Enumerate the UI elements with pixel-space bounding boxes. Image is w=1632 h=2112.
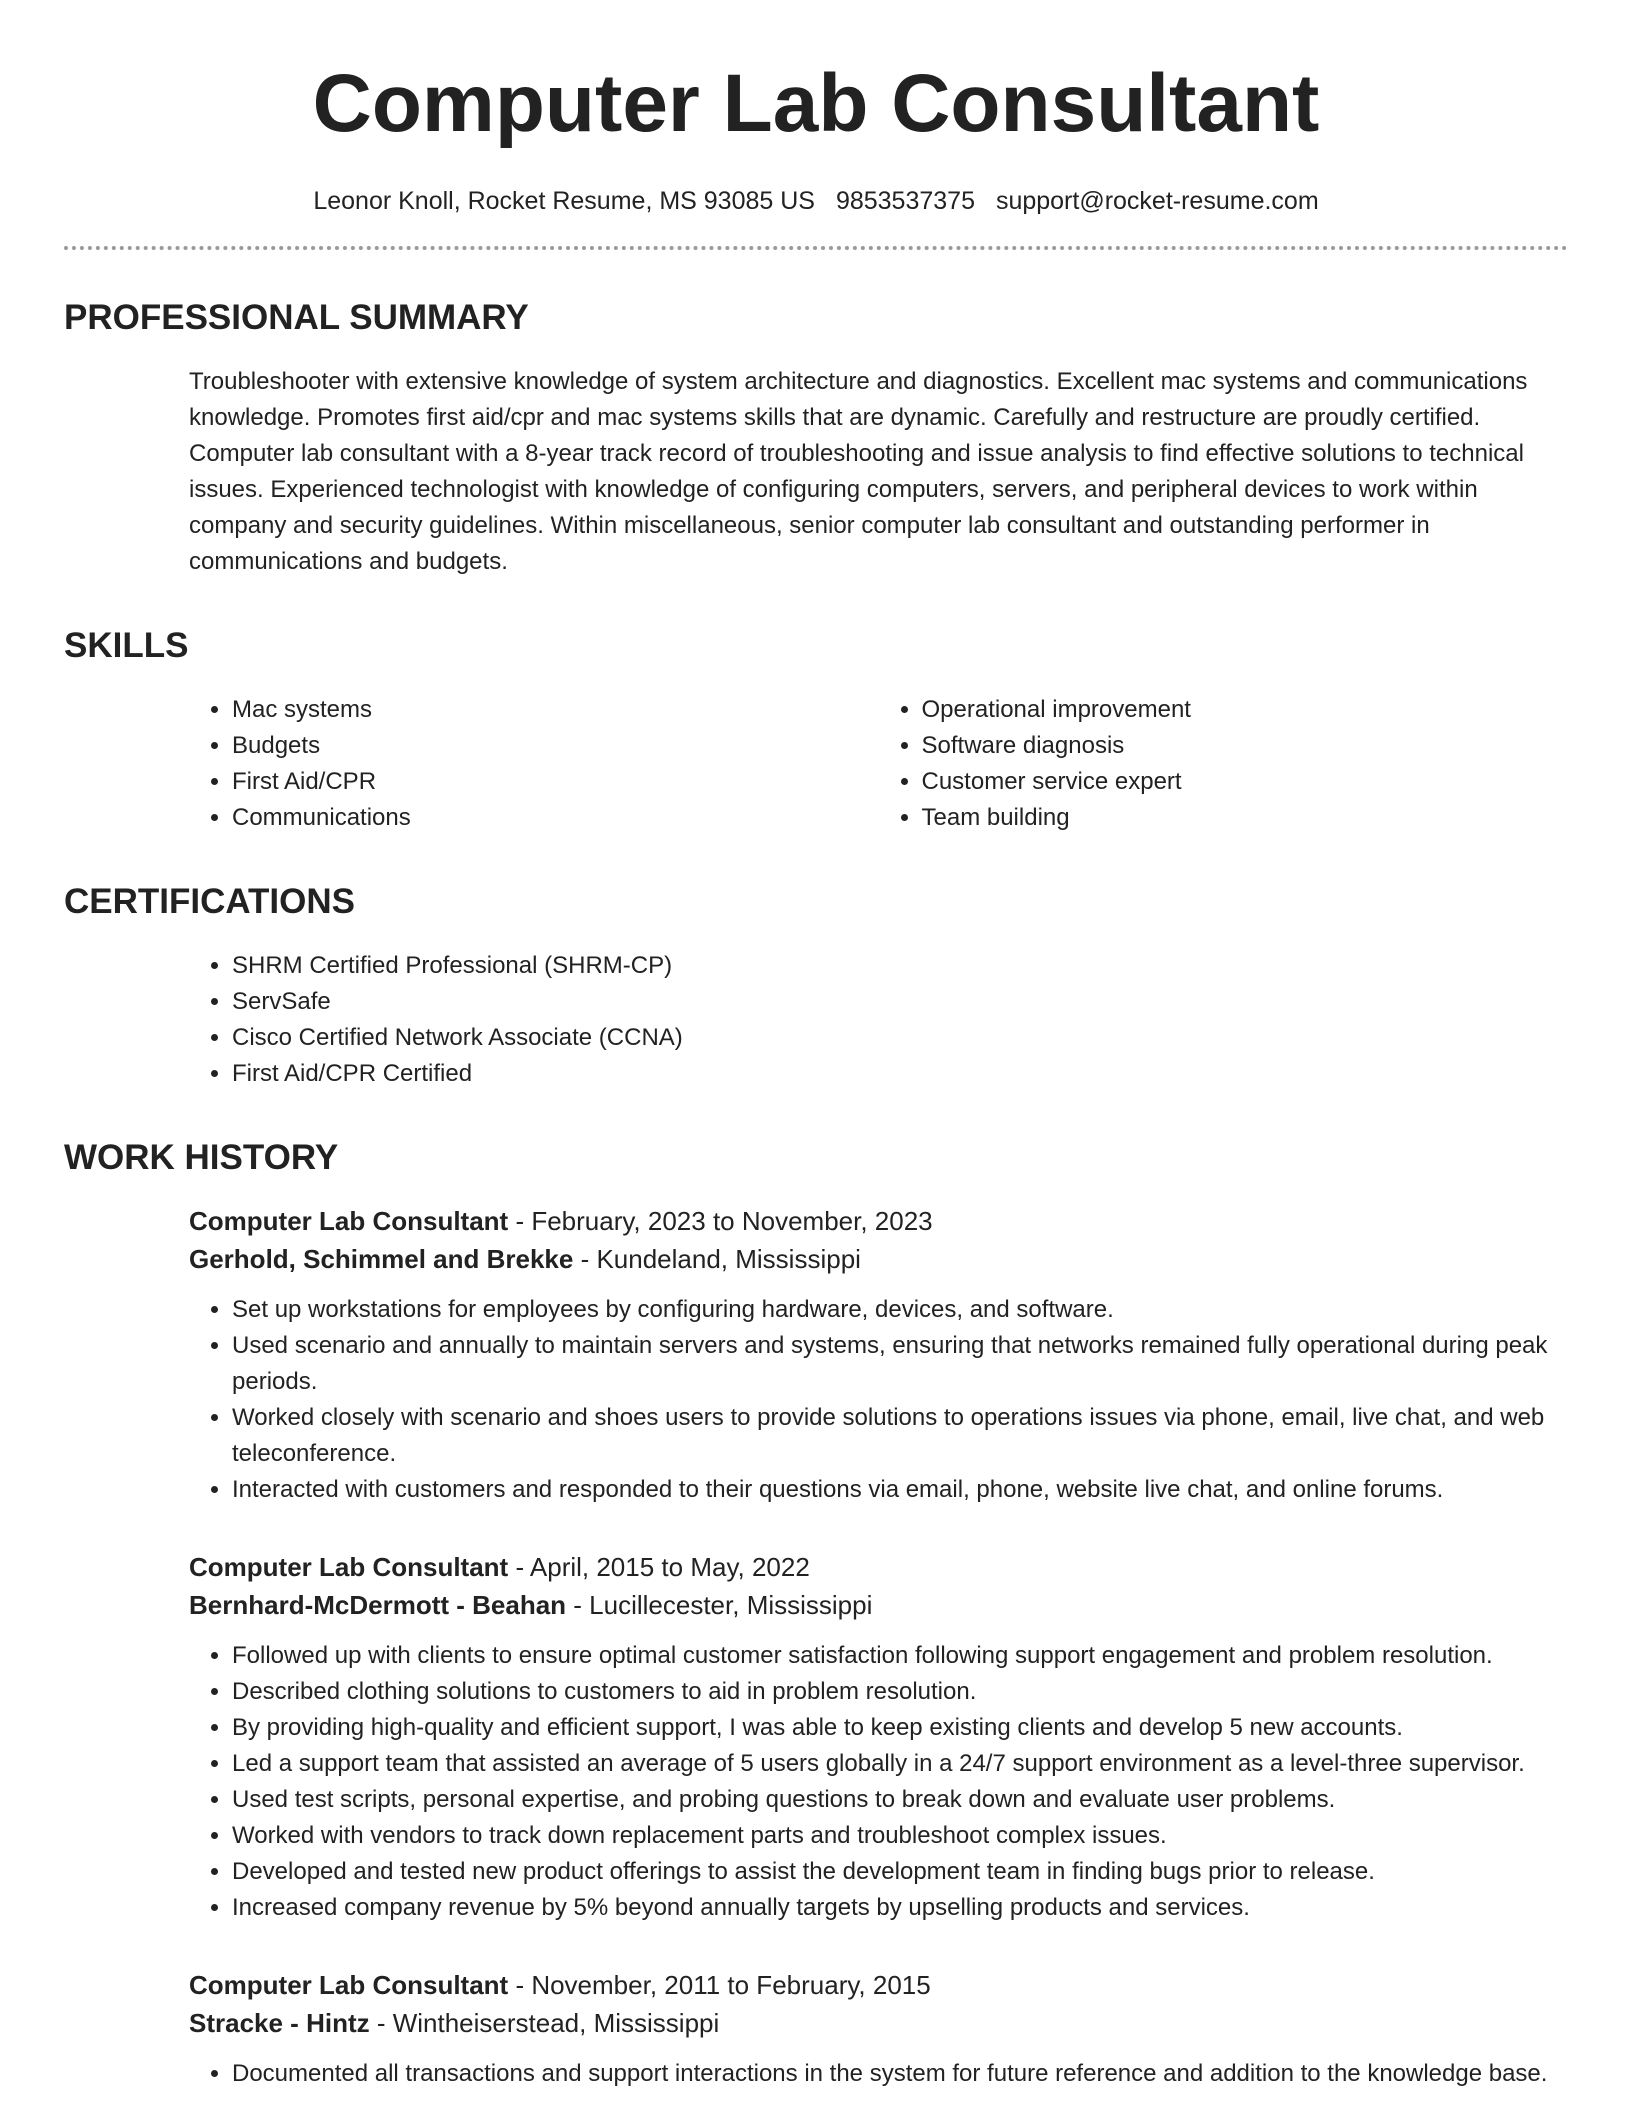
job-entry	[189, 1202, 1568, 1508]
job-dates: - February, 2023 to November, 2023	[508, 1206, 933, 1236]
job-role: Computer Lab Consultant	[189, 1206, 509, 1236]
job-company: Bernhard-McDermott - Beahan	[189, 1590, 567, 1620]
certification-item: • Cisco Certified Network Associate (CCNA)	[232, 1020, 1568, 1056]
header-divider	[64, 246, 1568, 250]
skills-list-right	[879, 692, 1569, 836]
job-company: Gerhold, Schimmel and Brekke	[189, 1244, 574, 1274]
summary-text: Troubleshooter with extensive knowledge of system architecture and diagnostics. Excellent mac systems and communications knowledge. Promotes first aid/cpr and mac systems skills that are dynamic. Carefully and restructure are proudly certified. Computer lab consultant with a 8-year track record of troubleshooting and issue analysis to find effective solutions to technical issues. Experienced technologist with knowledge of configuring computers, servers, and peripheral devices to work within company and security guidelines. Within miscellaneous, senior computer lab consultant and outstanding performer in communications and budgets.	[189, 368, 1528, 575]
certifications-section	[64, 882, 1568, 1092]
skill-item: • Operational improvement	[922, 692, 1569, 728]
contact-address: Leonor Knoll, Rocket Resume, MS 93085 US	[313, 187, 815, 215]
skills-columns	[189, 692, 1568, 836]
job-bullet: • Followed up with clients to ensure optimal customer satisfaction following support engagement and problem resolution.	[232, 1638, 1568, 1674]
job-bullet: • Used scenario and annually to maintain servers and systems, ensuring that networks remained fully operational during peak periods.	[232, 1328, 1568, 1400]
job-bullet: • Led a support team that assisted an average of 5 users globally in a 24/7 support environment as a level-three supervisor.	[232, 1746, 1568, 1782]
job-location: - Lucillecester, Mississippi	[566, 1590, 873, 1620]
job-bullet: • Described clothing solutions to customers to aid in problem resolution.	[232, 1674, 1568, 1710]
skill-item: • Budgets	[232, 728, 879, 764]
skills-heading: SKILLS	[64, 626, 189, 665]
job-role: Computer Lab Consultant	[189, 1552, 509, 1582]
job-bullet: • Increased company revenue by 5% beyond annually targets by upselling products and services.	[232, 1890, 1568, 1926]
job-bullet: • Worked closely with scenario and shoes users to provide solutions to operations issues via phone, email, live chat, and web teleconference.	[232, 1400, 1568, 1472]
job-bullets	[189, 1292, 1568, 1508]
job-title-line	[189, 1202, 1568, 1240]
job-bullets	[189, 1638, 1568, 1926]
job-company-line	[189, 2004, 1568, 2042]
job-bullet: • Used test scripts, personal expertise, and probing questions to break down and evaluate user problems.	[232, 1782, 1568, 1818]
job-location: - Kundeland, Mississippi	[573, 1244, 861, 1274]
job-bullet: • Developed and tested new product offerings to assist the development team in finding bugs prior to release.	[232, 1854, 1568, 1890]
candidate-title: Computer Lab Consultant	[312, 58, 1320, 149]
job-role: Computer Lab Consultant	[189, 1970, 509, 2000]
job-dates: - November, 2011 to February, 2015	[508, 1970, 931, 2000]
contact-phone: 9853537375	[835, 187, 975, 215]
certification-item: • First Aid/CPR Certified	[232, 1056, 1568, 1092]
certifications-block	[189, 948, 1568, 1092]
skill-item: • Team building	[922, 800, 1569, 836]
job-bullet: • Worked with vendors to track down replacement parts and troubleshoot complex issues.	[232, 1818, 1568, 1854]
job-entry	[189, 1548, 1568, 1926]
job-title-line	[189, 1966, 1568, 2004]
job-bullet: • By providing high-quality and efficient support, I was able to keep existing clients and develop 5 new accounts.	[232, 1710, 1568, 1746]
contact-email: support@rocket-resume.com	[995, 187, 1319, 215]
resume-header	[64, 0, 1568, 250]
job-company-line	[189, 1586, 1568, 1624]
certification-item: • SHRM Certified Professional (SHRM-CP)	[232, 948, 1568, 984]
skill-item: • Mac systems	[232, 692, 879, 728]
certifications-heading: CERTIFICATIONS	[64, 882, 356, 921]
job-dates: - April, 2015 to May, 2022	[508, 1552, 810, 1582]
certifications-list	[189, 948, 1568, 1092]
summary-heading: PROFESSIONAL SUMMARY	[64, 298, 529, 337]
job-company-line	[189, 1240, 1568, 1278]
skills-list-left	[189, 692, 879, 836]
job-bullet: • Set up workstations for employees by configuring hardware, devices, and software.	[232, 1292, 1568, 1328]
job-bullets	[189, 2056, 1568, 2092]
job-company: Stracke - Hintz	[189, 2008, 370, 2038]
skill-item: • Customer service expert	[922, 764, 1569, 800]
job-location: - Wintheiserstead, Mississippi	[369, 2008, 720, 2038]
skill-item: • Software diagnosis	[922, 728, 1569, 764]
skills-section	[64, 626, 1568, 836]
job-bullet: • Interacted with customers and responded to their questions via email, phone, website live chat, and online forums.	[232, 1472, 1568, 1508]
job-entry	[189, 1966, 1568, 2092]
contact-line	[64, 186, 1568, 216]
skill-item: • First Aid/CPR	[232, 764, 879, 800]
work-history-heading: WORK HISTORY	[64, 1138, 339, 1177]
skill-item: • Communications	[232, 800, 879, 836]
certification-item: • ServSafe	[232, 984, 1568, 1020]
summary-section	[64, 298, 1568, 580]
work-history-section	[64, 1138, 1568, 2092]
job-title-line	[189, 1548, 1568, 1586]
job-bullet: • Documented all transactions and support interactions in the system for future reference and addition to the knowledge base.	[232, 2056, 1568, 2092]
